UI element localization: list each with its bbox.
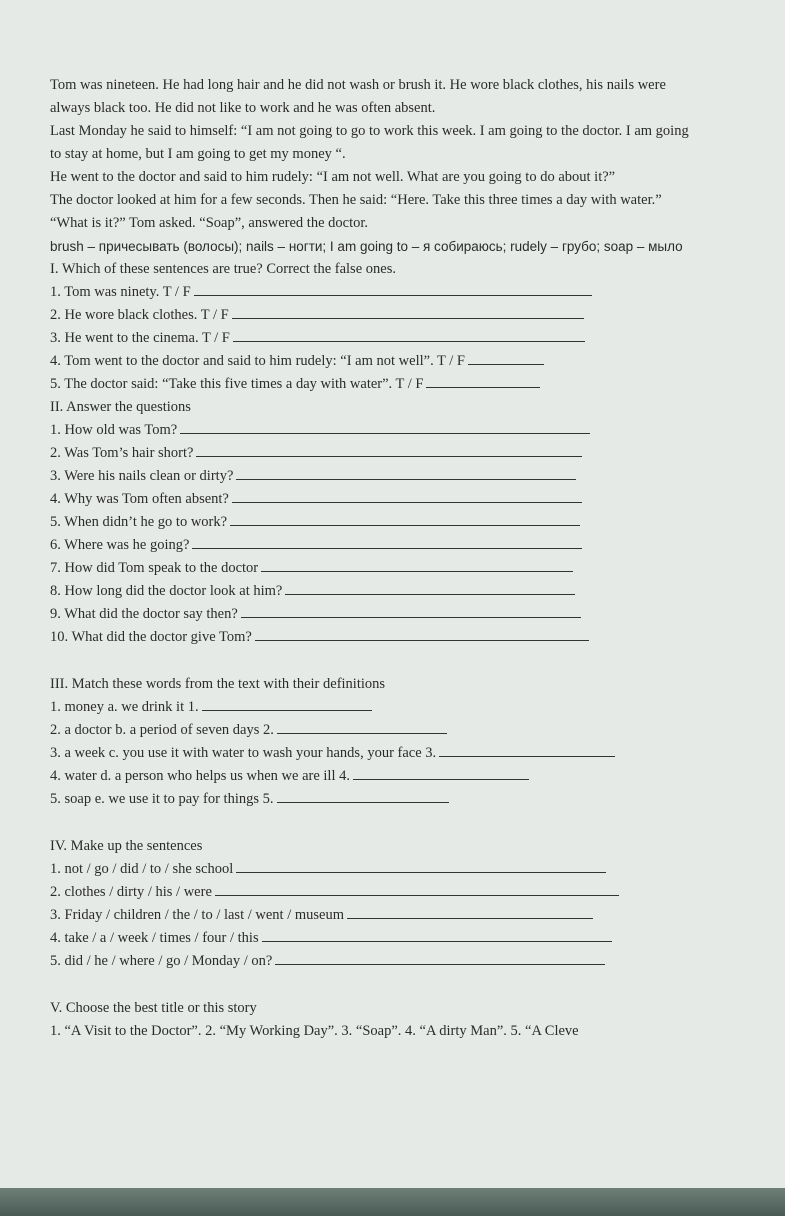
answer-blank[interactable] [353, 765, 529, 780]
sentence-item-2: 2. clothes / dirty / his / were [50, 881, 700, 904]
story-paragraph-2: Last Monday he said to himself: “I am not going to go to work this week. I am going to the doctor. I am going to stay at home, but I am going to get my money “. [50, 123, 689, 162]
sentence-item-4: 4. take / a / week / times / four / this [50, 927, 700, 950]
question-item-7: 7. How did Tom speak to the doctor [50, 557, 700, 580]
answer-blank[interactable] [255, 626, 589, 641]
table-surface [0, 1188, 785, 1216]
question-item-1: 1. How old was Tom? [50, 419, 700, 442]
story-paragraph-4: The doctor looked at him for a few seconds. Then he said: “Here. Take this three times a day with water.” “What is it?” Tom asked. “Soap”, answered the doctor. [50, 192, 662, 231]
question-item-5: 5. When didn’t he go to work? [50, 511, 700, 534]
answer-blank[interactable] [192, 534, 582, 549]
answer-blank[interactable] [233, 327, 585, 342]
match-item-3: 3. a week c. you use it with water to wash your hands, your face 3. [50, 742, 700, 765]
title-options: 1. “A Visit to the Doctor”. 2. “My Working Day”. 3. “Soap”. 4. “A dirty Man”. 5. “A Cleve [50, 1023, 579, 1039]
answer-blank[interactable] [261, 557, 573, 572]
section-2-title: II. Answer the questions [50, 399, 191, 415]
match-item-4: 4. water d. a person who helps us when we are ill 4. [50, 765, 700, 788]
sentence-item-1: 1. not / go / did / to / she school [50, 858, 700, 881]
worksheet-content [50, 74, 700, 1043]
answer-blank[interactable] [241, 603, 581, 618]
match-item-1: 1. money a. we drink it 1. [50, 696, 700, 719]
answer-blank[interactable] [232, 488, 582, 503]
answer-blank[interactable] [468, 350, 544, 365]
tf-item-1: 1. Tom was ninety. T / F [50, 281, 700, 304]
answer-blank[interactable] [347, 904, 593, 919]
match-item-2: 2. a doctor b. a period of seven days 2. [50, 719, 700, 742]
tf-item-5: 5. The doctor said: “Take this five times a day with water”. T / F [50, 373, 700, 396]
section-1-title: I. Which of these sentences are true? Correct the false ones. [50, 261, 396, 277]
answer-blank[interactable] [439, 742, 615, 757]
answer-blank[interactable] [285, 580, 575, 595]
sentence-item-5: 5. did / he / where / go / Monday / on? [50, 950, 700, 973]
section-3-title: III. Match these words from the text with their definitions [50, 676, 386, 692]
story-paragraph-3: He went to the doctor and said to him rudely: “I am not well. What are you going to do about it?” [50, 169, 616, 185]
answer-blank[interactable] [236, 465, 576, 480]
section-4-title: IV. Make up the sentences [50, 838, 203, 854]
question-item-4: 4. Why was Tom often absent? [50, 488, 700, 511]
tf-item-3: 3. He went to the cinema. T / F [50, 327, 700, 350]
answer-blank[interactable] [194, 281, 592, 296]
match-item-5: 5. soap e. we use it to pay for things 5. [50, 788, 700, 811]
answer-blank[interactable] [202, 696, 372, 711]
story-paragraph-1: Tom was nineteen. He had long hair and he did not wash or brush it. He wore black clothes, his nails were always black too. He did not like to work and he was often absent. [50, 77, 666, 116]
tf-item-2: 2. He wore black clothes. T / F [50, 304, 700, 327]
question-item-10: 10. What did the doctor give Tom? [50, 626, 700, 649]
answer-blank[interactable] [262, 927, 612, 942]
answer-blank[interactable] [230, 511, 580, 526]
answer-blank[interactable] [275, 950, 605, 965]
question-item-9: 9. What did the doctor say then? [50, 603, 700, 626]
sentence-item-3: 3. Friday / children / the / to / last / went / museum [50, 904, 700, 927]
answer-blank[interactable] [196, 442, 582, 457]
answer-blank[interactable] [215, 881, 619, 896]
question-item-3: 3. Were his nails clean or dirty? [50, 465, 700, 488]
answer-blank[interactable] [180, 419, 590, 434]
answer-blank[interactable] [277, 788, 449, 803]
question-item-2: 2. Was Tom’s hair short? [50, 442, 700, 465]
glossary: brush – причесывать (волосы); nails – ногти; I am going to – я собираюсь; rudely – грубо; soap – мыло [50, 239, 683, 254]
question-item-8: 8. How long did the doctor look at him? [50, 580, 700, 603]
answer-blank[interactable] [426, 373, 540, 388]
answer-blank[interactable] [236, 858, 606, 873]
question-item-6: 6. Where was he going? [50, 534, 700, 557]
tf-item-4: 4. Tom went to the doctor and said to him rudely: “I am not well”. T / F [50, 350, 700, 373]
answer-blank[interactable] [277, 719, 447, 734]
section-5-title: V. Choose the best title or this story [50, 1000, 257, 1016]
answer-blank[interactable] [232, 304, 584, 319]
